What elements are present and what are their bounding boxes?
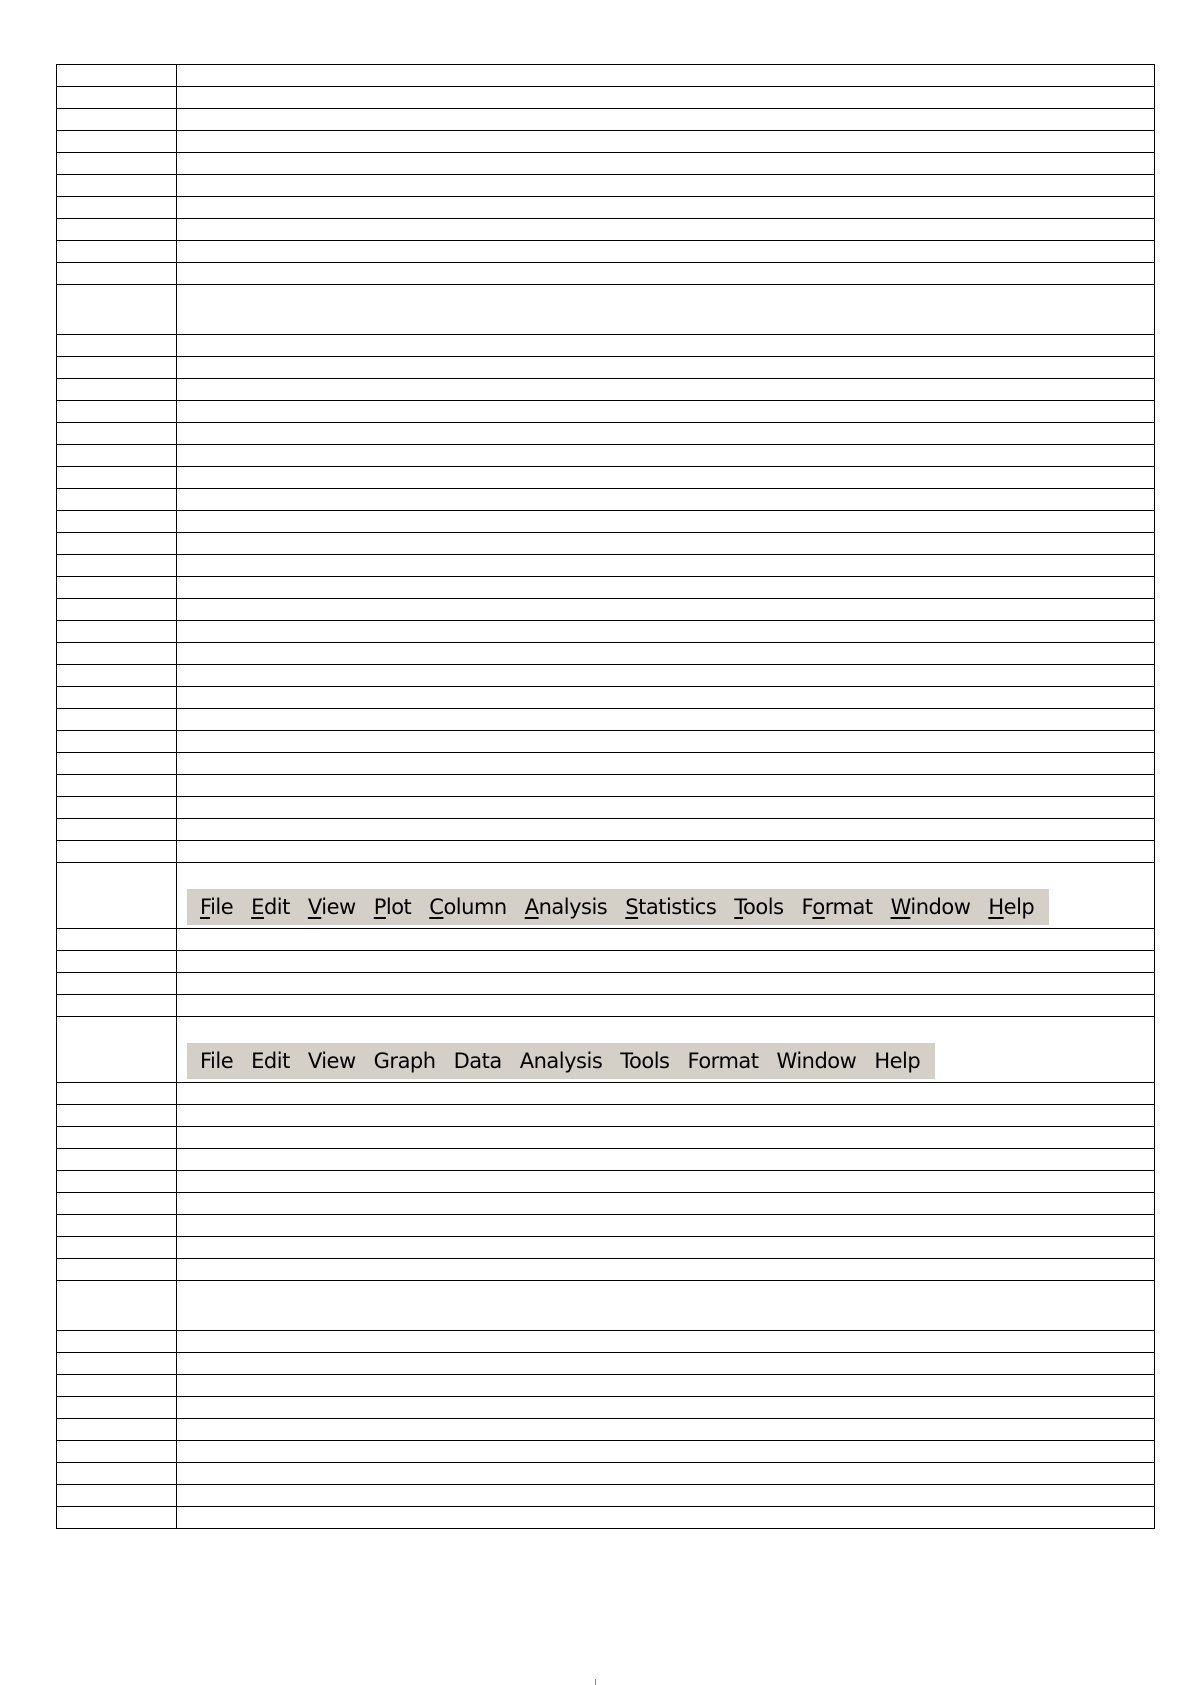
label-cell [57, 929, 177, 951]
content-cell [177, 1171, 1155, 1193]
table-row [57, 643, 1155, 665]
label-cell [57, 1149, 177, 1171]
menu-item-analysis[interactable]: Analysis [519, 1049, 603, 1073]
label-cell [57, 109, 177, 131]
content-cell [177, 1149, 1155, 1171]
menubar-plain [187, 1043, 935, 1079]
menu-item-file[interactable]: File [200, 1049, 234, 1073]
content-cell [177, 1105, 1155, 1127]
content-cell [177, 929, 1155, 951]
table-row [57, 1171, 1155, 1193]
label-cell [57, 1083, 177, 1105]
menu-item-format[interactable]: Format [687, 1049, 759, 1073]
content-cell [177, 1127, 1155, 1149]
menu-item-help[interactable]: Help [874, 1049, 921, 1073]
table-row [57, 87, 1155, 109]
label-cell [57, 153, 177, 175]
menu-item-window[interactable]: Window [776, 1049, 857, 1073]
label-cell [57, 687, 177, 709]
content-cell [177, 219, 1155, 241]
label-cell [57, 621, 177, 643]
label-cell [57, 87, 177, 109]
menu-item-file[interactable]: File [200, 895, 234, 919]
content-cell [177, 621, 1155, 643]
label-cell [57, 841, 177, 863]
content-cell [177, 335, 1155, 357]
label-cell [57, 973, 177, 995]
label-cell [57, 1397, 177, 1419]
table-row [57, 533, 1155, 555]
label-cell [57, 285, 177, 335]
label-cell [57, 511, 177, 533]
table-row [57, 555, 1155, 577]
table-row [57, 1331, 1155, 1353]
label-cell [57, 219, 177, 241]
label-cell [57, 1485, 177, 1507]
table-row [57, 665, 1155, 687]
content-cell [177, 357, 1155, 379]
label-cell [57, 1215, 177, 1237]
label-cell [57, 1353, 177, 1375]
label-cell [57, 863, 177, 929]
label-cell [57, 241, 177, 263]
table-row [57, 335, 1155, 357]
content-cell [177, 1485, 1155, 1507]
table-row [57, 621, 1155, 643]
table-row [57, 489, 1155, 511]
menu-item-edit[interactable]: Edit [251, 1049, 290, 1073]
content-cell [177, 241, 1155, 263]
table-row [57, 467, 1155, 489]
content-cell [177, 1215, 1155, 1237]
label-cell [57, 357, 177, 379]
content-cell [177, 285, 1155, 335]
content-cell [177, 1441, 1155, 1463]
label-cell [57, 467, 177, 489]
label-cell [57, 1463, 177, 1485]
label-cell [57, 731, 177, 753]
menu-item-statistics[interactable]: Statistics [625, 895, 717, 919]
label-cell [57, 1507, 177, 1529]
label-cell [57, 951, 177, 973]
table-row [57, 379, 1155, 401]
content-cell [177, 197, 1155, 219]
table-row [57, 175, 1155, 197]
label-cell [57, 423, 177, 445]
content-cell [177, 1237, 1155, 1259]
label-cell [57, 1281, 177, 1331]
content-cell [177, 577, 1155, 599]
table-row [57, 219, 1155, 241]
label-cell [57, 263, 177, 285]
table-row [57, 1017, 1155, 1083]
content-cell [177, 1331, 1155, 1353]
menu-item-help[interactable]: Help [988, 895, 1035, 919]
table-row [57, 951, 1155, 973]
content-cell [177, 775, 1155, 797]
table-row [57, 753, 1155, 775]
label-cell [57, 533, 177, 555]
table-row [57, 863, 1155, 929]
label-cell [57, 401, 177, 423]
content-cell [177, 1419, 1155, 1441]
menu-item-view[interactable]: View [307, 895, 356, 919]
content-cell [177, 533, 1155, 555]
content-cell [177, 687, 1155, 709]
menu-item-analysis[interactable]: Analysis [524, 895, 608, 919]
table-row [57, 599, 1155, 621]
table-row [57, 1375, 1155, 1397]
table-row [57, 1215, 1155, 1237]
content-cell [177, 1397, 1155, 1419]
content-cell [177, 951, 1155, 973]
content-cell [177, 467, 1155, 489]
table-row [57, 1419, 1155, 1441]
label-cell [57, 577, 177, 599]
table-row [57, 709, 1155, 731]
label-cell [57, 1105, 177, 1127]
table-row [57, 841, 1155, 863]
label-cell [57, 665, 177, 687]
label-cell [57, 175, 177, 197]
label-cell [57, 643, 177, 665]
label-cell [57, 379, 177, 401]
table-row [57, 1441, 1155, 1463]
table-row [57, 819, 1155, 841]
content-cell [177, 263, 1155, 285]
table-row [57, 577, 1155, 599]
content-cell [177, 995, 1155, 1017]
label-cell [57, 197, 177, 219]
content-cell [177, 379, 1155, 401]
label-cell [57, 709, 177, 731]
table-row [57, 973, 1155, 995]
table-row [57, 1485, 1155, 1507]
label-cell [57, 775, 177, 797]
label-cell [57, 819, 177, 841]
content-cell [177, 1507, 1155, 1529]
content-cell [177, 1463, 1155, 1485]
label-cell [57, 1171, 177, 1193]
table-row [57, 153, 1155, 175]
content-cell [177, 555, 1155, 577]
table-row [57, 1353, 1155, 1375]
menu-item-data[interactable]: Data [453, 1049, 502, 1073]
table-row [57, 401, 1155, 423]
content-cell [177, 643, 1155, 665]
label-cell [57, 445, 177, 467]
table-row [57, 1507, 1155, 1529]
label-cell [57, 995, 177, 1017]
content-cell [177, 1017, 1155, 1083]
page-divider-tick [595, 1679, 596, 1685]
label-cell [57, 1237, 177, 1259]
table-row [57, 1193, 1155, 1215]
label-cell [57, 599, 177, 621]
table-row [57, 241, 1155, 263]
content-cell [177, 109, 1155, 131]
label-cell [57, 1441, 177, 1463]
table-row [57, 65, 1155, 87]
table-row [57, 1281, 1155, 1331]
content-cell [177, 65, 1155, 87]
table-row [57, 511, 1155, 533]
table-row [57, 263, 1155, 285]
label-cell [57, 1127, 177, 1149]
content-cell [177, 841, 1155, 863]
table-row [57, 687, 1155, 709]
content-cell [177, 797, 1155, 819]
table-row [57, 1259, 1155, 1281]
table-row [57, 1105, 1155, 1127]
label-cell [57, 1331, 177, 1353]
table-row [57, 131, 1155, 153]
content-cell [177, 1375, 1155, 1397]
table-row [57, 197, 1155, 219]
table-row [57, 775, 1155, 797]
table-row [57, 423, 1155, 445]
table-row [57, 1127, 1155, 1149]
content-cell [177, 1281, 1155, 1331]
content-cell [177, 401, 1155, 423]
content-cell [177, 599, 1155, 621]
label-cell [57, 1193, 177, 1215]
content-cell [177, 175, 1155, 197]
table-row [57, 1083, 1155, 1105]
menu-item-plot[interactable]: Plot [373, 895, 412, 919]
label-cell [57, 65, 177, 87]
table-row [57, 109, 1155, 131]
label-cell [57, 555, 177, 577]
label-cell [57, 753, 177, 775]
content-cell [177, 489, 1155, 511]
content-cell [177, 1353, 1155, 1375]
table-row [57, 1397, 1155, 1419]
content-cell [177, 1259, 1155, 1281]
label-cell [57, 335, 177, 357]
menu-item-edit[interactable]: Edit [251, 895, 290, 919]
content-cell [177, 819, 1155, 841]
table-row [57, 995, 1155, 1017]
content-cell [177, 863, 1155, 929]
menu-item-view[interactable]: View [307, 1049, 356, 1073]
content-cell [177, 87, 1155, 109]
content-cell [177, 665, 1155, 687]
label-cell [57, 1419, 177, 1441]
label-cell [57, 489, 177, 511]
table-row [57, 357, 1155, 379]
content-cell [177, 131, 1155, 153]
content-cell [177, 1193, 1155, 1215]
content-cell [177, 153, 1155, 175]
content-cell [177, 973, 1155, 995]
table-row [57, 731, 1155, 753]
menu-item-graph[interactable]: Graph [373, 1049, 436, 1073]
table-row [57, 285, 1155, 335]
menu-item-window[interactable]: Window [890, 895, 971, 919]
content-cell [177, 423, 1155, 445]
menu-item-tools[interactable]: Tools [734, 895, 784, 919]
document-table [56, 64, 1155, 1529]
table-row [57, 929, 1155, 951]
table-row [57, 1237, 1155, 1259]
content-cell [177, 1083, 1155, 1105]
content-cell [177, 511, 1155, 533]
label-cell [57, 131, 177, 153]
label-cell [57, 1017, 177, 1083]
label-cell [57, 1375, 177, 1397]
content-cell [177, 753, 1155, 775]
table-row [57, 1463, 1155, 1485]
menu-item-format[interactable]: Format [801, 895, 873, 919]
table-row [57, 797, 1155, 819]
table-row [57, 445, 1155, 467]
menu-item-tools[interactable]: Tools [620, 1049, 670, 1073]
menubar-with-mnemonics [187, 889, 1049, 925]
label-cell [57, 797, 177, 819]
label-cell [57, 1259, 177, 1281]
content-cell [177, 709, 1155, 731]
menu-item-column[interactable]: Column [429, 895, 507, 919]
content-cell [177, 731, 1155, 753]
content-cell [177, 445, 1155, 467]
table-row [57, 1149, 1155, 1171]
